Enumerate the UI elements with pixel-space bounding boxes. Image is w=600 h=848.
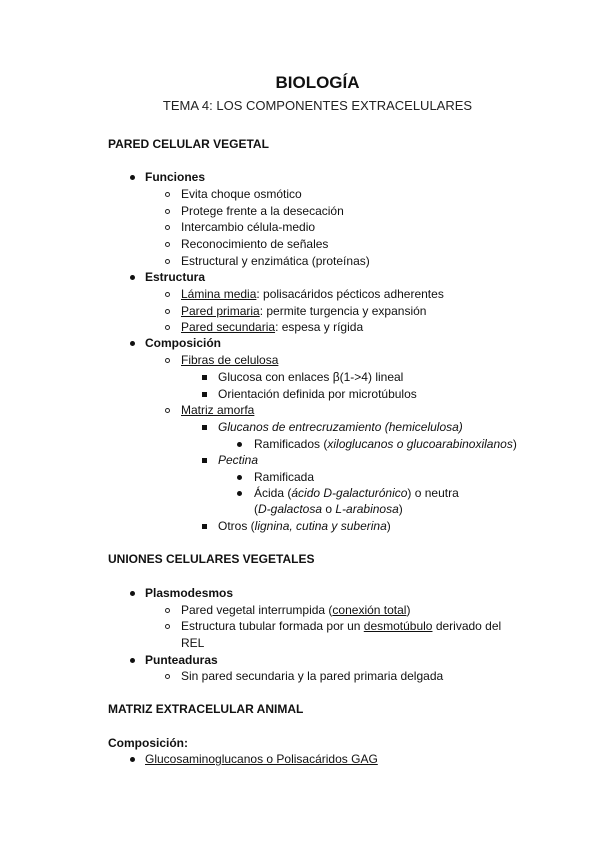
term: Pared primaria bbox=[181, 304, 260, 318]
bullet-square bbox=[200, 519, 208, 533]
text: ) o neutra bbox=[407, 486, 459, 500]
section-heading-pared: PARED CELULAR VEGETAL bbox=[108, 137, 269, 151]
bullet-square bbox=[200, 387, 208, 401]
fibras-item: Glucosa con enlaces β(1->4) lineal bbox=[218, 370, 404, 384]
bullet-circle bbox=[163, 403, 171, 417]
term: Pared secundaria bbox=[181, 320, 276, 334]
otros bbox=[218, 519, 391, 533]
bullet-square bbox=[200, 453, 208, 467]
text: derivado del bbox=[432, 619, 502, 633]
bullet-circle bbox=[163, 304, 171, 318]
text: Ácida ( bbox=[254, 486, 292, 500]
item-composicion: Composición bbox=[145, 336, 222, 350]
document-title: BIOLOGÍA bbox=[275, 73, 360, 92]
punteaduras-item: Sin pared secundaria y la pared primaria delgada bbox=[181, 669, 444, 683]
bullet-dot bbox=[128, 586, 136, 600]
bullet-square bbox=[200, 370, 208, 384]
fibras-celulosa: Fibras de celulosa bbox=[181, 353, 279, 367]
estructura-item bbox=[181, 287, 444, 301]
bullet-circle bbox=[163, 287, 171, 301]
bullet-dot bbox=[128, 336, 136, 350]
text: ( bbox=[254, 502, 258, 516]
desc: : polisacáridos pécticos adherentes bbox=[256, 287, 444, 301]
bullet-dot bbox=[128, 653, 136, 667]
bullet-circle bbox=[163, 669, 171, 683]
item-funciones: Funciones bbox=[145, 170, 206, 184]
text: ) bbox=[406, 603, 411, 617]
fibras-item: Orientación definida por microtúbulos bbox=[218, 387, 417, 401]
bullet-circle bbox=[163, 187, 171, 201]
text: ) bbox=[512, 437, 517, 451]
section-heading-uniones: UNIONES CELULARES VEGETALES bbox=[108, 552, 315, 566]
bullet-circle bbox=[163, 237, 171, 251]
ramificados bbox=[254, 437, 517, 451]
item-estructura: Estructura bbox=[145, 270, 206, 284]
bullet-circle bbox=[163, 254, 171, 268]
text-italic: xiloglucanos o glucoarabinoxilanos bbox=[327, 437, 513, 451]
estructura-item bbox=[181, 320, 363, 334]
text-italic: lignina, cutina y suberina bbox=[254, 519, 387, 533]
pectina: Pectina bbox=[218, 453, 259, 467]
matriz-amorfa: Matriz amorfa bbox=[181, 403, 255, 417]
bullet-dot bbox=[128, 270, 136, 284]
bullet-dot bbox=[235, 486, 243, 500]
acida-cont bbox=[254, 502, 403, 516]
bullet-circle bbox=[163, 353, 171, 367]
text-underline: conexión total bbox=[332, 603, 407, 617]
plasmodesmos-item bbox=[181, 619, 501, 633]
text: ) bbox=[398, 502, 403, 516]
estructura-item bbox=[181, 304, 426, 318]
text: o bbox=[322, 502, 336, 516]
text: ) bbox=[386, 519, 391, 533]
text: Pared vegetal interrumpida ( bbox=[181, 603, 333, 617]
text: Otros ( bbox=[218, 519, 255, 533]
text: Ramificados ( bbox=[254, 437, 328, 451]
acida bbox=[254, 486, 459, 500]
funcion-item: Intercambio célula-medio bbox=[181, 220, 316, 234]
funcion-item: Reconocimiento de señales bbox=[181, 237, 329, 251]
text-italic: L-arabinosa bbox=[335, 502, 399, 516]
plasmodesmos-item-cont: REL bbox=[181, 636, 205, 650]
gag-item: Glucosaminoglucanos o Polisacáridos GAG bbox=[145, 752, 378, 766]
bullet-circle bbox=[163, 220, 171, 234]
bullet-dot bbox=[128, 170, 136, 184]
text: Estructura tubular formada por un bbox=[181, 619, 364, 633]
section-heading-matriz: MATRIZ EXTRACELULAR ANIMAL bbox=[108, 702, 304, 716]
term: Lámina media bbox=[181, 287, 257, 301]
glucanos: Glucanos de entrecruzamiento (hemicelulosa) bbox=[218, 420, 463, 434]
bullet-square bbox=[200, 420, 208, 434]
desc: : permite turgencia y expansión bbox=[259, 304, 427, 318]
text-underline: desmotúbulo bbox=[363, 619, 433, 633]
funcion-item: Estructural y enzimática (proteínas) bbox=[181, 254, 370, 268]
text-italic: ácido D-galacturónico bbox=[291, 486, 408, 500]
item-punteaduras: Punteaduras bbox=[145, 653, 218, 667]
document-subtitle: TEMA 4: LOS COMPONENTES EXTRACELULARES bbox=[162, 98, 473, 113]
composicion-label: Composición: bbox=[108, 736, 188, 750]
funcion-item: Protege frente a la desecación bbox=[181, 204, 344, 218]
text-italic: D-galactosa bbox=[258, 502, 323, 516]
bullet-dot bbox=[235, 437, 243, 451]
plasmodesmos-item bbox=[181, 603, 410, 617]
bullet-circle bbox=[163, 603, 171, 617]
bullet-dot bbox=[235, 470, 243, 484]
ramificada: Ramificada bbox=[254, 470, 315, 484]
bullet-circle bbox=[163, 320, 171, 334]
funcion-item: Evita choque osmótico bbox=[181, 187, 302, 201]
desc: : espesa y rígida bbox=[275, 320, 364, 334]
item-plasmodesmos: Plasmodesmos bbox=[145, 586, 234, 600]
bullet-circle bbox=[163, 619, 171, 633]
bullet-circle bbox=[163, 204, 171, 218]
bullet-dot bbox=[128, 752, 136, 766]
